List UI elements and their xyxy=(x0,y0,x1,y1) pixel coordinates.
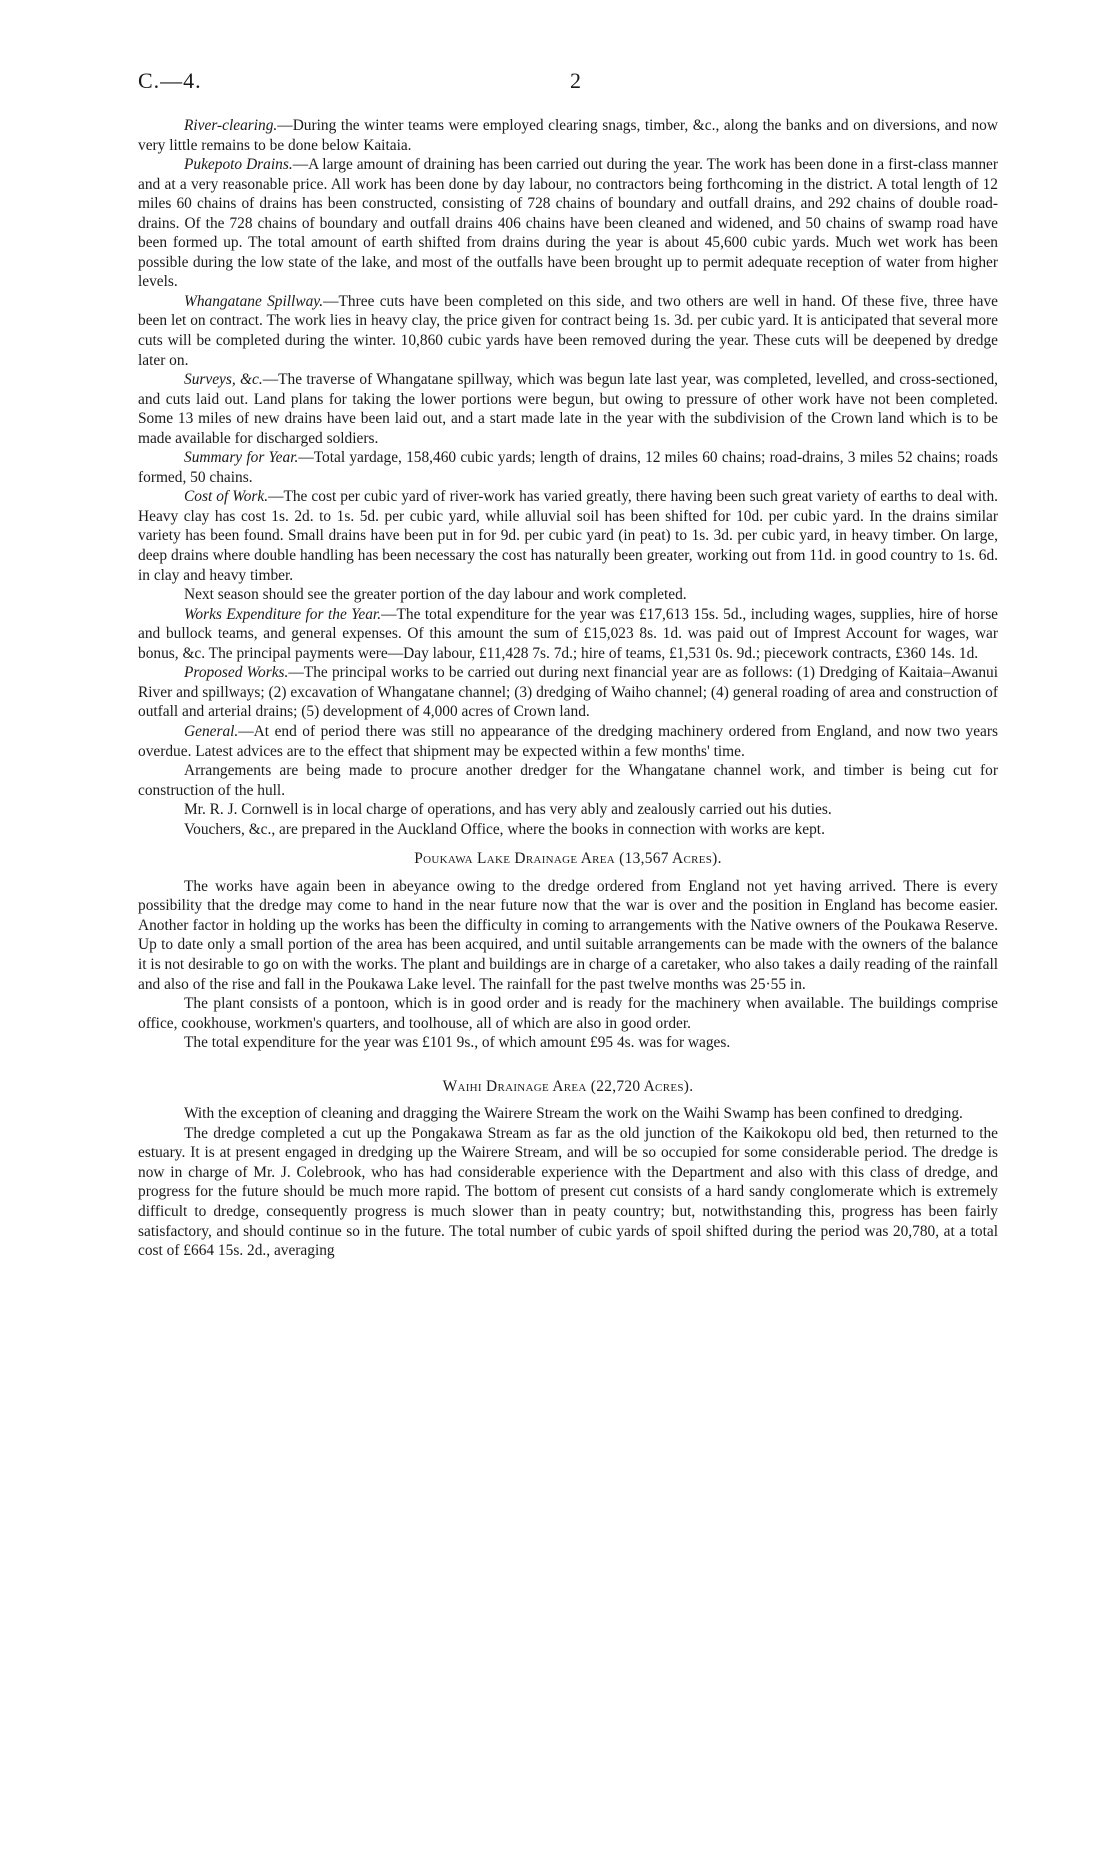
page-number: 2 xyxy=(570,68,581,93)
paragraph-lead: River-clearing. xyxy=(184,117,278,134)
paragraph-waihi-exception: With the exception of cleaning and dragging the Wairere Stream the work on the Waihi Swamp has been confined to dredging. xyxy=(184,1105,963,1123)
paragraph-poukawa-plant: The plant consists of a pontoon, which is in good order and is ready for the machinery when available. The buildings comprise office, cookhouse, workmen's quarters, and toolhouse, all of which are also in good order. xyxy=(138,995,998,1032)
paragraph-surveys xyxy=(138,370,998,448)
paragraph-poukawa-works: The works have again been in abeyance owing to the dredge ordered from England not yet having arrived. There is every possibility that the dredge may come to hand in the near future now that the war is over and the position in England has become easier. Another factor in holding up the works has been the difficulty in coming to arrangements with the Native owners of the Poukawa Reserve. Up to date only a small portion of the area has been acquired, and until suitable arrangements can be made with the owners of the balance it is not desirable to go on with the works. The plant and buildings are in charge of a caretaker, who also takes a daily reading of the rainfall and also of the rise and fall in the Poukawa Lake level. The rainfall for the past twelve months was 25·55 in. xyxy=(138,877,998,993)
paragraph-general xyxy=(138,722,998,761)
document-body xyxy=(138,116,998,1261)
paragraph-lead: Surveys, &c. xyxy=(184,371,263,389)
paragraph-river-clearing xyxy=(138,116,998,155)
section-heading-waihi: Waihi Drainage Area (22,720 Acres). xyxy=(442,1077,694,1095)
paragraph-text: Vouchers, &c., are prepared in the Auckland Office, where the books in connection with works are kept. xyxy=(184,820,825,838)
paragraph-poukawa-expenditure: The total expenditure for the year was £101 9s., of which amount £95 4s. was for wages. xyxy=(184,1034,731,1052)
paragraph-text: —At end of period there was still no appearance of the dredging machinery ordered from England, and now two years overdue. Latest advices are to the effect that shipment may be expected within a few months' time. xyxy=(138,722,998,760)
paragraph-lead: Works Expenditure for the Year. xyxy=(184,605,382,623)
paragraph-lead: Proposed Works. xyxy=(184,664,289,682)
paragraph-text: —Three cuts have been completed on this side, and two others are well in hand. Of these five, three have been let on contract. The work lies in heavy clay, the price given for contract being 1s. 3d. per cubic yard. It is anticipated that several more cuts will be completed during the winter. 10,860 cubic yards have been removed during the year. These cuts will be deepened by dredge later on. xyxy=(138,292,998,369)
paragraph-works-expenditure xyxy=(138,605,998,664)
paragraph-text: —Total yardage, 158,460 cubic yards; length of drains, 12 miles 60 chains; road-drains, 3 miles 52 chains; roads formed, 50 chains. xyxy=(138,449,998,486)
paragraph-text: —During the winter teams were employed clearing snags, timber, &c., along the banks and on diversions, and now very little remains to be done below Kaitaia. xyxy=(138,117,998,154)
paragraph-text: —The total expenditure for the year was £17,613 15s. 5d., including wages, supplies, hire of horse and bullock teams, and general expenses. Of this amount the sum of £15,023 8s. 1d. was paid out of Imprest Account for wages, war bonus, &c. The principal payments were—Day labour, £11,428 7s. 7d.; hire of teams, £1,531 0s. 9d.; piecework contracts, £360 14s. 1d. xyxy=(138,605,999,662)
paragraph-cost-of-work xyxy=(138,487,998,585)
paragraph-whangatane-spillway xyxy=(138,292,998,370)
paragraph-arrangements xyxy=(138,761,998,800)
paragraph-lead: Cost of Work. xyxy=(184,488,269,506)
paragraph-text: —The traverse of Whangatane spillway, which was begun late last year, was completed, levelled, and cross-sectioned, and cuts laid out. Land plans for taking the lower portions were begun, but owing to pressure of other work have not been completed. Some 13 miles of new drains have been laid out, and a start made late in the year with the subdivision of the Crown land which is to be made available for discharged soldiers. xyxy=(138,371,998,447)
paragraph-summary xyxy=(138,448,998,487)
paragraph-lead: General. xyxy=(184,722,239,740)
paragraph-text: —The principal works to be carried out during next financial year are as follows: (1) Dredging of Kaitaia–Awanui River and spillways; (2) excavation of Whangatane channel; (3) dredging of Waiho channel; (4) general roading of area and construction of outfall and arterial drains; (5) development of 4,000 acres of Crown land. xyxy=(138,664,999,721)
paragraph-text: Next season should see the greater portion of the day labour and work completed. xyxy=(184,586,687,604)
paragraph-text: Mr. R. J. Cornwell is in local charge of operations, and has very ably and zealously carried out his duties. xyxy=(184,801,832,819)
paragraph-vouchers xyxy=(138,820,998,840)
paragraph-proposed-works xyxy=(138,663,998,722)
paragraph-lead: Whangatane Spillway. xyxy=(184,292,324,310)
section-heading-poukawa: Poukawa Lake Drainage Area (13,567 Acres). xyxy=(414,850,722,868)
paragraph-lead: Pukepoto Drains. xyxy=(184,156,293,174)
page-header xyxy=(138,68,998,96)
paragraph-text: —A large amount of draining has been carried out during the year. The work has been done in a first-class manner and at a very reasonable price. All work has been done by day labour, no contractors being forthcoming in the district. A total length of 12 miles 60 chains of drains has been constructed, consisting of 728 chains of boundary and outfall drains, and 292 chains of double road-drains. Of the 728 chains of boundary and outfall drains 406 chains have been cleaned and widened, and 50 chains of swamp road have been formed up. The total amount of earth shifted from drains during the year is about 45,600 cubic yards. Much wet work has been possible during the low state of the lake, and most of the outfalls have been brought up to permit adequate reception of water from higher levels. xyxy=(138,156,998,291)
paragraph-pukepoto-drains xyxy=(138,155,998,292)
paragraph-waihi-dredge: The dredge completed a cut up the Pongakawa Stream as far as the old junction of the Kaikokopu old bed, then returned to the estuary. It is at present engaged in dredging up the Wairere Stream, and will be so occupied for some considerable period. The dredge is now in charge of Mr. J. Colebrook, who has had considerable experience with the Department and also with this class of dredge, and progress for the future should be much more rapid. The bottom of present cut consists of a hard sandy conglomerate which is extremely difficult to dredge, consequently progress is much slower than in peaty country; but, notwithstanding this, progress has been fairly satisfactory, and should continue so in the future. The total number of cubic yards of spoil shifted during the period was 20,780, at a total cost of £664 15s. 2d., averaging xyxy=(138,1124,998,1260)
document-reference: C.—4. xyxy=(138,68,202,93)
paragraph-text: Arrangements are being made to procure another dredger for the Whangatane channel work, and timber is being cut for construction of the hull. xyxy=(138,762,998,799)
paragraph-next-season xyxy=(138,585,998,605)
paragraph-cornwell xyxy=(138,800,998,820)
paragraph-text: —The cost per cubic yard of river-work has varied greatly, there having been such great variety of earths to deal with. Heavy clay has cost 1s. 2d. to 1s. 5d. per cubic yard, while alluvial soil has been shifted for 10d. per cubic yard. In the drains similar variety has been found. Small drains have been put in for 9d. per cubic yard (in peat) to 1s. 3d. per cubic yard, in heavy timber. On large, deep drains where double handling has been necessary the cost has naturally been greater, working out from 11d. in good country to 1s. 6d. in clay and heavy timber. xyxy=(138,488,998,584)
paragraph-lead: Summary for Year. xyxy=(184,449,299,467)
